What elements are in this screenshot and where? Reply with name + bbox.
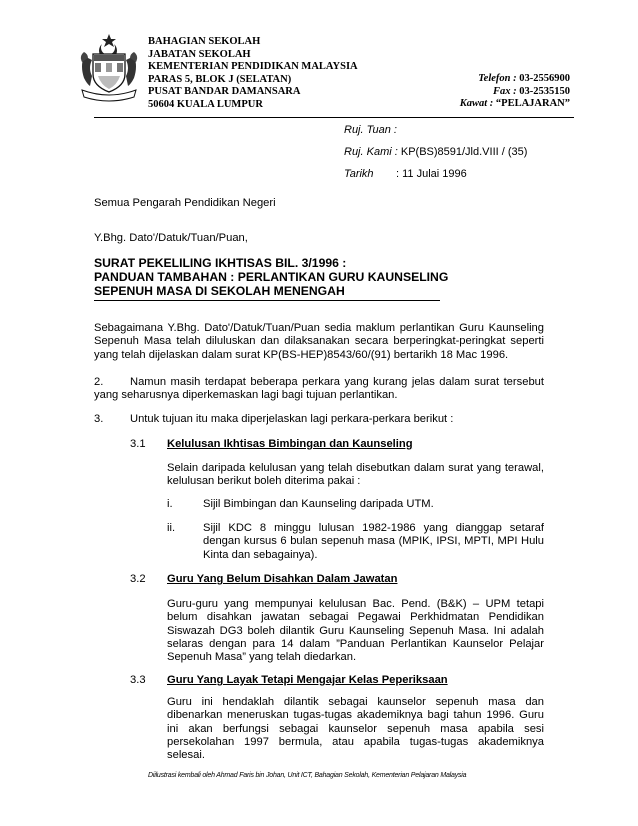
letterhead-divider [94, 117, 574, 118]
title-line: SURAT PEKELILING IKHTISAS BIL. 3/1996 : [94, 256, 347, 270]
paragraph-3-number: 3. [94, 413, 104, 425]
circular-title [94, 256, 448, 298]
paragraph-1: Sebagaimana Y.Bhg. Dato'/Datuk/Tuan/Puan sedia maklum perlantikan Guru Kaunseling Sepenuh Masa telah diluluskan dan dilaksanakan secara berperingkat-peringkat seperti yang telah dijelaskan dalam surat KP(BS-HEP)8543/60/(91) bertarikh 18 Mac 1996. [94, 322, 544, 361]
letterhead-line: PARAS 5, BLOK J (SELATAN) [148, 73, 292, 85]
section-3-3-heading: Guru Yang Layak Tetapi Mengajar Kelas Peperiksaan [167, 674, 448, 686]
section-3-2-heading: Guru Yang Belum Disahkan Dalam Jawatan [167, 573, 398, 585]
letterhead-address [148, 36, 358, 111]
letterhead-contact [460, 73, 570, 111]
title-line: PANDUAN TAMBAHAN : PERLANTIKAN GURU KAUNSELING [94, 270, 449, 284]
letterhead-line: KEMENTERIAN PENDIDIKAN MALAYSIA [148, 61, 358, 72]
footer-credit: Diilustrasi kembali oleh Ahmad Faris bin Johan, Unit ICT, Bahagian Sekolah, Kementerian Pelajaran Malaysia [148, 772, 467, 779]
section-3-1-text: Selain daripada kelulusan yang telah disebutkan dalam surat yang terawal, kelulusan berikut boleh diterima pakai : [167, 462, 544, 488]
malaysia-coat-of-arms-logo [78, 32, 140, 102]
list-item-text: Sijil Bimbingan dan Kaunseling daripada UTM. [203, 498, 434, 510]
fax-value: 03-2535150 [519, 85, 570, 97]
telefon-label: Telefon : [478, 73, 517, 84]
tarikh-label: Tarikh [344, 168, 374, 180]
salutation: Y.Bhg. Dato'/Datuk/Tuan/Puan, [94, 232, 248, 244]
ruj-kami-value: KP(BS)8591/Jld.VIII / (35) [400, 146, 528, 158]
telefon-value: 03-2556900 [519, 73, 570, 84]
section-3-3-number: 3.3 [130, 674, 146, 686]
reference-block [344, 124, 527, 181]
paragraph-3 [94, 413, 453, 426]
letterhead-line: 50604 KUALA LUMPUR [148, 98, 263, 110]
tarikh-value: : 11 Julai 1996 [396, 168, 467, 180]
list-item-text: Sijil KDC 8 minggu lulusan 1982-1986 yang dianggap setaraf dengan kursus 6 bulan sepenuh masa (MPIK, IPSI, MPTI, MPI Hulu Kinta dan sebagainya). [203, 522, 544, 561]
section-3-3-text: Guru ini hendaklah dilantik sebagai kaunselor sepenuh masa dan dibenarkan meneruskan tugas-tugas akademiknya bagi tahun 1996. Guru ini akan berfungsi sebagai kaunselor sepenuh masa apabila sesi persekolahan 1997 bermula, atau apabila tugas-tugas akademiknya selesai. [167, 696, 544, 762]
kawat-label: Kawat : [459, 98, 494, 109]
section-3-2-number: 3.2 [130, 573, 146, 585]
title-line: SEPENUH MASA DI SEKOLAH MENENGAH [94, 284, 345, 298]
letterhead-line: BAHAGIAN SEKOLAH [148, 36, 261, 47]
paragraph-3-text: Untuk tujuan itu maka diperjelaskan lagi perkara-perkara berikut : [130, 413, 454, 425]
title-underline [94, 300, 440, 301]
list-item-number: i. [167, 498, 173, 510]
ruj-kami-label: Ruj. Kami : [344, 146, 398, 158]
fax-label: Fax : [493, 85, 517, 97]
paragraph-2-first-line: Namun masih terdapat beberapa perkara yang kurang jelas dalam surat tersebut [130, 376, 544, 388]
letterhead-line: PUSAT BANDAR DAMANSARA [148, 86, 301, 97]
section-3-1-number: 3.1 [130, 438, 146, 450]
letterhead-line: JABATAN SEKOLAH [148, 48, 251, 60]
section-3-1-heading: Kelulusan Ikhtisas Bimbingan dan Kaunseling [167, 438, 413, 450]
paragraph-2-rest: yang seharusnya diperkemaskan lagi bagi tujuan perlantikan. [94, 389, 398, 402]
list-item-number: ii. [167, 522, 176, 534]
recipient: Semua Pengarah Pendidikan Negeri [94, 197, 276, 209]
paragraph-2-number: 2. [94, 376, 104, 388]
paragraph-2 [94, 376, 544, 403]
ruj-tuan-label: Ruj. Tuan : [344, 124, 397, 136]
section-3-2-text: Guru-guru yang mempunyai kelulusan Bac. Pend. (B&K) – UPM tetapi belum disahkan jawatan sebagai Pegawai Perkhidmatan Pendidikan Siswazah DG3 boleh dilantik Guru Kaunseling Sepenuh Masa. Ini adalah selaras dengan para 14 dalam ”Panduan Perlantikan Kaunselor Pelajar Sepenuh Masa” yang telah diedarkan. [167, 598, 544, 664]
kawat-value: “PELAJARAN” [495, 98, 570, 109]
